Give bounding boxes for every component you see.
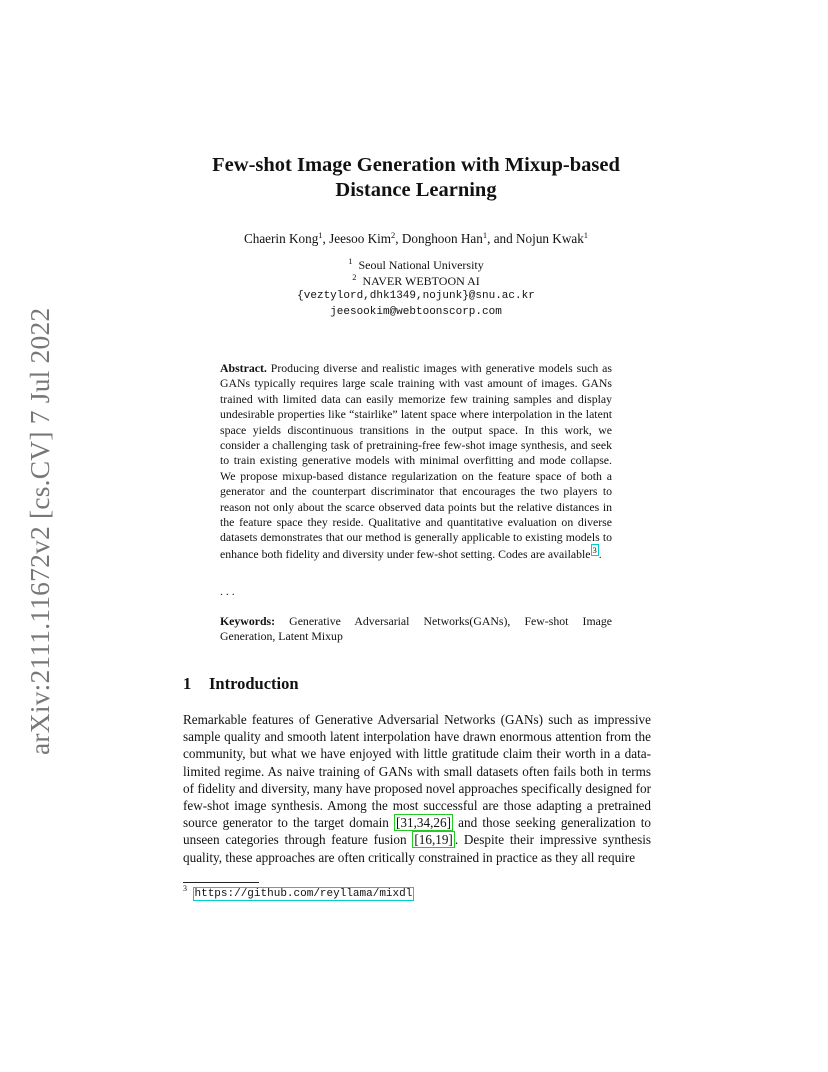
footnote-url-link[interactable]: https://github.com/reyllama/mixdl <box>194 888 413 900</box>
keywords <box>220 614 612 645</box>
footnote-link[interactable]: 3 <box>592 544 597 555</box>
abstract-ellipsis: . . . <box>220 584 235 598</box>
section-title: Introduction <box>209 674 299 693</box>
author-affil-mark: 2 <box>391 230 396 240</box>
author-affil-mark: 1 <box>318 230 323 240</box>
citation-link[interactable]: [16,19] <box>414 832 453 848</box>
title-line-1: Few-shot Image Generation with Mixup-based <box>212 154 620 176</box>
author-name: Chaerin Kong <box>243 231 319 246</box>
affiliations <box>160 258 672 320</box>
author-name: Donghoon Han <box>401 231 483 246</box>
footnote-rule <box>183 882 259 883</box>
keywords-text: Generative Adversarial Networks(GANs), Few-shot Image Generation, Latent Mixup <box>220 614 612 644</box>
author-affil-mark: 1 <box>482 230 488 240</box>
author-separator: , <box>322 231 330 246</box>
citation-number: 26 <box>433 815 447 831</box>
citation-number: 19 <box>435 832 449 848</box>
footnote-number: 3 <box>183 884 187 893</box>
affiliation-name: Seoul National University <box>358 258 484 272</box>
keywords-label: Keywords: <box>220 614 276 628</box>
arxiv-stamp-text: arXiv:2111.11672v2 [cs.CV] 7 Jul 2022 <box>24 307 55 755</box>
citation-number: 34 <box>416 815 431 831</box>
author-separator: , <box>395 231 402 246</box>
author-separator: , and <box>487 231 517 246</box>
intro-text: . Despite their impressive synthesis quality, these approaches are often critically constrained in practice as they all require <box>183 832 651 865</box>
intro-paragraph <box>183 711 651 866</box>
title-line-2: Distance Learning <box>335 179 497 201</box>
abstract-text: Producing diverse and realistic images with generative models such as GANs typically requires large scale training with vast amount of images. GANs trained with limited data can easily memorize few training samples and display undesirable properties like “stairlike” latent space where interpolation in the latent space yields discontinuous transitions in the output space. In this work, we consider a challenging task of pretraining-free few-shot image synthesis, and seek to train existing generative models with minimal overfitting and mode collapse. We propose mixup-based distance regularization on the feature space of both a generator and the counterpart discriminator that encourages the two players to reason not only about the scarce observed data points but the relative distances in the feature space they reside. Qualitative and quantitative evaluation on diverse datasets demonstrates that our method is generally applicable to existing models to enhance both fidelity and diversity under few-shot setting. Codes are available <box>220 361 612 561</box>
citation-number: 31 <box>400 815 414 831</box>
footnote <box>183 885 414 902</box>
affiliation-2 <box>160 271 672 290</box>
abstract-label: Abstract. <box>220 361 267 375</box>
affiliation-1 <box>160 258 672 274</box>
section-number: 1 <box>183 674 192 693</box>
intro-text: and those seeking generalization to unseen categories through feature fusion <box>183 815 652 848</box>
affiliation-name: NAVER WEBTOON AI <box>362 273 480 288</box>
section-heading <box>183 674 299 694</box>
author-name: Jeesoo Kim <box>329 231 392 246</box>
intro-text: Remarkable features of Generative Adversarial Networks (GANs) such as impressive sample quality and smooth latent interpolation have drawn enormous attention from the community, but what we have enjoyed with little gratitude claim their worth in a data-limited regime. As naive training of GANs with small datasets often fails both in terms of fidelity and diversity, many have proposed novel approaches specifically designed for few-shot image synthesis. Among the most successful are those adapting a pretrained source generator to the target domain <box>183 712 651 831</box>
email-line-2: jeesookim@webtoonscorp.com <box>330 305 502 318</box>
email-line-1: {veztylord,dhk1349,nojunk}@snu.ac.kr <box>297 290 535 302</box>
arxiv-identifier-stamp <box>24 300 56 755</box>
author-affil-mark: 1 <box>583 230 589 240</box>
abstract <box>220 361 612 562</box>
author-name: Nojun Kwak <box>516 231 584 246</box>
citation-number: 16 <box>418 832 432 848</box>
abstract-end: . <box>598 546 602 561</box>
affil-mark: 2 <box>352 271 357 282</box>
paper-title <box>160 153 672 203</box>
affil-mark: 1 <box>348 256 353 266</box>
author-list <box>160 230 672 248</box>
citation-link[interactable]: [31,34,26] <box>396 815 451 831</box>
